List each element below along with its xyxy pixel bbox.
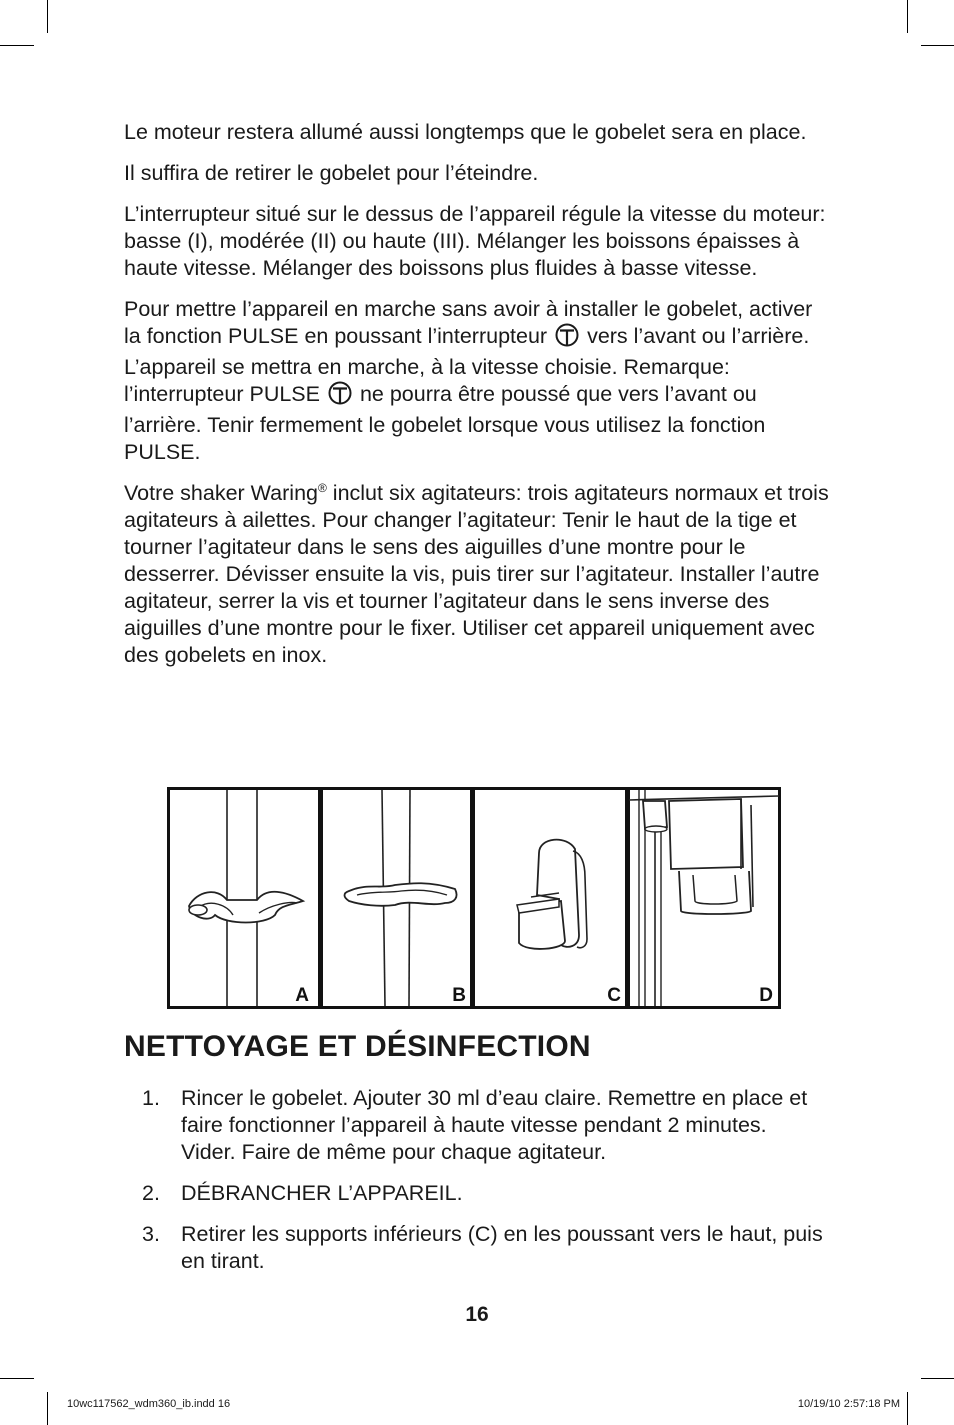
step-number: 1. [142,1086,160,1110]
paragraph-speed-switch: L’interrupteur situé sur le dessus de l’appareil régule la vitesse du moteur: basse (I), modérée (II) ou haute (III). Mélanger les boissons épaisses à haute vitesse. Mélanger des boissons plus fluides à basse vitesse. [124,202,826,280]
crop-mark [921,1378,954,1379]
step-number: 3. [142,1222,160,1246]
panel-b [322,789,472,1008]
paragraph-pulse [124,296,834,466]
agitator-illustration [167,787,781,1009]
panel-d [629,789,780,1008]
agitators-text-1: Votre shaker Waring [124,481,318,505]
pulse-switch-icon [555,323,579,354]
page-number: 16 [465,1303,489,1326]
pulse-text-3: ne pourra être poussé que vers l’avant ou l’arrière. Tenir fermement le gobelet lorsque vous utilisez la fonction PULSE. [124,382,766,464]
pulse-text-1: Pour mettre l’appareil en marche sans avoir à installer le gobelet, activer la fonction PULSE en poussant l’interrupteur [124,297,813,348]
crop-mark [907,1392,908,1425]
footer-file-info: 10wc117562_wdm360_ib.indd 16 [67,1398,231,1410]
panel-label: C [607,985,621,1006]
crop-mark [0,1378,34,1379]
panel-label: B [452,985,466,1006]
panel-label: A [295,985,309,1006]
cleaning-steps [124,1085,824,1289]
panel-a [169,789,320,1008]
paragraph-turn-off: Il suffira de retirer le gobelet pour l’éteindre. [124,161,539,185]
panel-c [474,789,627,1008]
step-number: 2. [142,1181,160,1205]
agitators-text-2: inclut six agitateurs: trois agitateurs normaux et trois agitateurs à ailettes. Pour changer l’agitateur: Tenir le haut de la tige et tourner l’agitateur dans le sens des aiguilles d’une montre pour le desserrer. Dévisser ensuite la vis, puis tirer sur l’agitateur. Installer l’autre agitateur, serrer la vis et tourner l’agitateur dans le sens inverse des aiguilles d’une montre pour le fixer. Utiliser cet appareil uniquement avec des gobelets en inox. [124,481,829,667]
section-title: NETTOYAGE ET DÉSINFECTION [124,1030,591,1063]
crop-mark [0,45,34,46]
pulse-text-2: vers l’avant ou l’arrière. L’appareil se mettra en marche, à la vitesse choisie. Remarque: l’interrupteur PULSE [124,324,810,406]
step-text: Retirer les supports inférieurs (C) en les poussant vers le haut, puis en tirant. [181,1222,823,1273]
crop-mark [907,0,908,33]
crop-mark [47,1392,48,1425]
panel-label: D [759,985,773,1006]
paragraph-agitators [124,480,834,669]
crop-mark [921,45,954,46]
registered-mark: ® [317,480,327,495]
step-text: Rincer le gobelet. Ajouter 30 ml d’eau claire. Remettre en place et faire fonctionner l’appareil à haute vitesse pendant 2 minutes. Vider. Faire de même pour chaque agitateur. [181,1086,808,1164]
footer-timestamp: 10/19/10 2:57:18 PM [797,1398,900,1410]
list-item [124,1221,824,1275]
list-item [124,1085,824,1166]
list-item [124,1180,824,1207]
step-text: DÉBRANCHER L’APPAREIL. [181,1181,463,1205]
pulse-switch-icon [328,381,352,412]
body-text [124,119,834,683]
crop-mark [47,0,48,33]
paragraph-motor-on: Le moteur restera allumé aussi longtemps que le gobelet sera en place. [124,120,807,144]
